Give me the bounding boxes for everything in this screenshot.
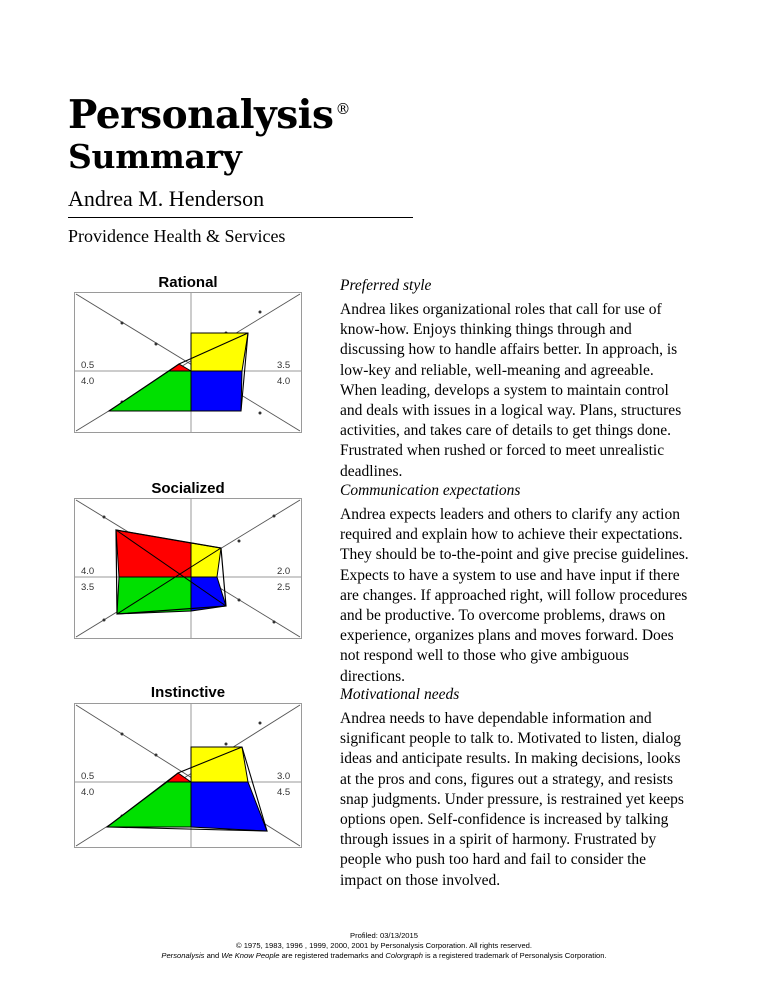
chart-instinctive: [74, 703, 302, 844]
chart-title-instinctive: Instinctive: [150, 684, 226, 701]
axis-tick: [238, 540, 241, 543]
quadrant-blue: [191, 371, 242, 411]
colorgraph-svg-socialized: [74, 498, 302, 639]
text-block-communication-expectations: [340, 481, 690, 687]
text-heading-preferred-style: Preferred style: [340, 277, 432, 294]
label-upper-left: 0.5: [81, 771, 95, 782]
footer-trademark: [0, 951, 768, 961]
colorgraph-svg-instinctive: [74, 703, 302, 848]
document-footer: [0, 931, 768, 962]
label-upper-left: 4.0: [81, 566, 95, 577]
axis-tick: [238, 599, 241, 602]
text-heading-motivational-needs: Motivational needs: [340, 686, 460, 703]
footer-trademark-mid1: and: [204, 951, 222, 961]
chart-rational: [74, 292, 302, 433]
text-body-motivational-needs: Andrea needs to have dependable information and significant people to talk to. Motivated to listen, dialog ideas and anticipate results. In making decisions, looks at the pros and cons, figures out a strategy, and resists snap judgments. Under pressure, is restrained yet keeps options open. Self-confidence is increased by talking through issues in a spirit of harmony. Frustrated by people who push too hard and fail to consider the impact on those involved.: [340, 710, 684, 889]
footer-copyright: © 1975, 1983, 1996 , 1999, 2000, 2001 by Personalysis Corporation. All rights reserved.: [235, 941, 533, 951]
label-lower-right: 4.5: [277, 787, 291, 798]
text-body-preferred-style: Andrea likes organizational roles that call for use of know-how. Enjoys thinking things through and discussing how to handle affairs better. In approach, is low-key and reliable, well-meaning and agreeable. When leading, develops a system to maintain control and deals with issues in a logical way. Plans, structures activities, and takes care of details to get things done. Frustrated when rushed or forced to meet unrealistic deadlines.: [340, 301, 682, 480]
brand-title-text: Personalysis: [68, 92, 334, 138]
axis-tick: [103, 619, 106, 622]
label-lower-left: 3.5: [81, 582, 95, 593]
footer-profiled-date: Profiled: 03/13/2015: [350, 931, 418, 940]
footer-trademark-mid2: are registered trademarks and: [279, 951, 386, 961]
text-heading-communication-expectations: Communication expectations: [340, 482, 521, 499]
axis-tick: [103, 516, 106, 519]
footer-trademark-we-know-people: We Know People: [221, 951, 280, 961]
axis-tick: [155, 754, 158, 757]
label-upper-right: 2.0: [277, 566, 291, 577]
footer-trademark-colorgraph: Colorgraph: [385, 951, 423, 961]
chart-socialized: [74, 498, 302, 639]
chart-title-socialized: Socialized: [151, 480, 225, 497]
chart-title-rational: Rational: [158, 274, 218, 291]
colorgraph-svg-rational: [74, 292, 302, 433]
registered-trademark-icon: ®: [335, 100, 350, 118]
text-block-preferred-style: [340, 276, 690, 482]
axis-tick: [259, 412, 262, 415]
axis-tick: [121, 733, 124, 736]
organization-name: Providence Health & Services: [68, 226, 286, 246]
quadrant-green: [117, 577, 191, 614]
axis-tick: [273, 515, 276, 518]
brand-subtitle: Summary: [68, 137, 242, 176]
label-lower-right: 2.5: [277, 582, 291, 593]
footer-trademark-personalysis: Personalysis: [161, 951, 205, 961]
text-body-communication-expectations: Andrea expects leaders and others to clarify any action required and explain how to achieve their expectations. They should be to-the-point and give precise guidelines. Expects to have a system to use and have input if there are changes. If approached right, will follow procedures and be productive. To overcome problems, draws on experience, organizes plans and moves forward. Does not respond well to those who give ambiguous directions.: [340, 506, 689, 685]
label-upper-right: 3.0: [277, 771, 291, 782]
axis-tick: [225, 743, 228, 746]
axis-tick: [121, 322, 124, 325]
label-lower-right: 4.0: [277, 376, 291, 387]
text-block-motivational-needs: [340, 685, 690, 891]
label-lower-left: 4.0: [81, 787, 95, 798]
quadrant-yellow: [191, 543, 221, 577]
axis-tick: [259, 311, 262, 314]
quadrant-yellow: [191, 333, 248, 371]
document-header: [68, 88, 708, 247]
label-lower-left: 4.0: [81, 376, 95, 387]
axis-tick: [273, 621, 276, 624]
brand-title: [68, 88, 708, 136]
label-upper-right: 3.5: [277, 360, 291, 371]
footer-trademark-tail: is a registered trademark of Personalysis Corporation.: [423, 951, 607, 961]
label-upper-left: 0.5: [81, 360, 95, 371]
axis-tick: [259, 722, 262, 725]
person-name: Andrea M. Henderson: [68, 186, 413, 218]
axis-tick: [155, 343, 158, 346]
